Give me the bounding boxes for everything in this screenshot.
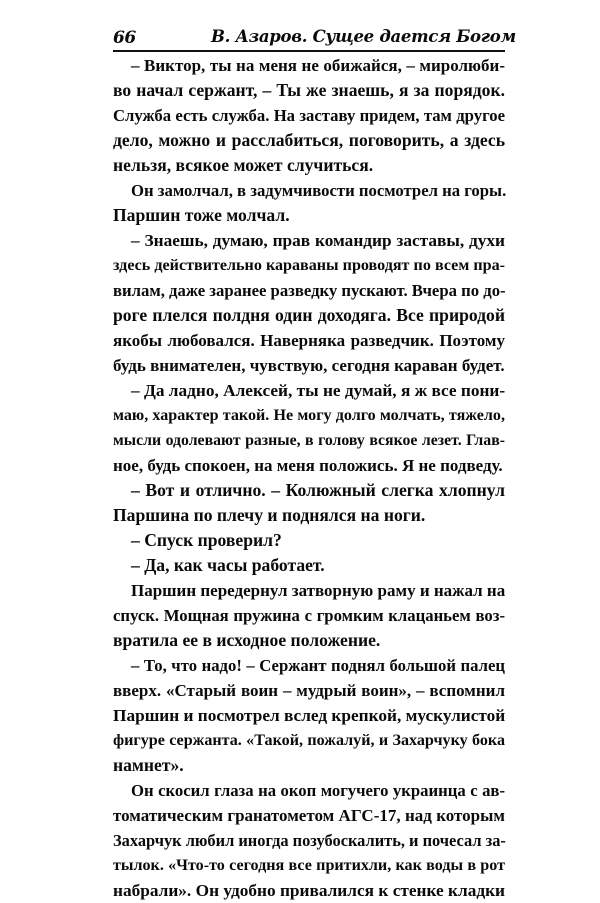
body-text xyxy=(113,53,505,903)
text-line: Паршина по плечу и поднялся на ноги. xyxy=(113,505,426,525)
text-line: Он замолчал, в задумчивости посмотрел на горы. xyxy=(131,181,507,200)
text-line: фигуре сержанта. «Такой, пожалуй, и Захарчуку бока xyxy=(113,732,505,749)
text-line: ное, будь спокоен, на меня положись. Я не подведу. xyxy=(113,456,503,475)
text-line: – Да, как часы работает. xyxy=(131,555,325,575)
text-line: – Да ладно, Алексей, ты не думай, я ж все пони- xyxy=(131,381,506,400)
text-line: вверх. «Старый воин – мудрый воин», – вспомнил xyxy=(113,681,505,700)
text-line: здесь действительно караваны проводят по всем пра- xyxy=(113,257,505,274)
text-line: намнет». xyxy=(113,755,184,775)
text-line: нельзя, всякое может случиться. xyxy=(113,155,374,175)
text-line: тылок. «Что-то сегодня все притихли, как воды в рот xyxy=(113,857,505,874)
text-line: – Знаешь, думаю, прав командир заставы, духи xyxy=(131,231,505,250)
text-line: томатическим гранатометом АГС-17, над которым xyxy=(113,806,505,825)
text-line: роге плелся полдня один доходяга. Все природой xyxy=(113,305,505,325)
text-line: Паршин передернул затворную раму и нажал на xyxy=(131,581,506,600)
text-line: Захарчук любил иногда позубоскалить, и почесал за- xyxy=(113,831,506,850)
text-line: – Виктор, ты на меня не обижайся, – миролюби- xyxy=(131,56,505,75)
text-line: вилам, даже заранее разведку пускают. Вчера по до- xyxy=(113,281,506,300)
text-line: маю, характер такой. Не могу долго молчать, тяжело, xyxy=(113,407,505,424)
text-line: спуск. Мощная пружина с громким клацаньем воз- xyxy=(113,606,505,625)
text-line: во начал сержант, – Ты же знаешь, я за порядок. xyxy=(113,80,505,100)
text-line: якобы любовался. Наверняка разведчик. Поэтому xyxy=(113,331,505,350)
running-header xyxy=(113,26,516,52)
page-number: 66 xyxy=(113,28,136,48)
text-line: Он скосил глаза на окоп могучего украинца с ав- xyxy=(131,781,505,800)
text-line: будь внимателен, чувствую, сегодня караван будет. xyxy=(113,356,505,375)
text-line: набрали». Он удобно привалился к стенке кладки xyxy=(113,881,505,900)
text-line: дело, можно и расслабиться, поговорить, а здесь xyxy=(113,130,505,150)
text-line: – То, что надо! – Сержант поднял большой палец xyxy=(131,656,505,675)
text-line: Паршин и посмотрел вслед крепкой, мускулистой xyxy=(113,706,506,725)
text-line: – Вот и отлично. – Колюжный слегка хлопнул xyxy=(131,480,505,500)
text-line: вратила ее в исходное положение. xyxy=(113,630,381,650)
text-line: Служба есть служба. На заставу придем, там другое xyxy=(113,106,505,125)
text-line: – Спуск проверил? xyxy=(131,530,282,550)
running-title: В. Азаров. Сущее дается Богом xyxy=(211,27,516,46)
text-line: мысли одолевают разные, в голову всякое лезет. Глав- xyxy=(113,432,505,449)
text-line: Паршин тоже молчал. xyxy=(113,205,290,225)
